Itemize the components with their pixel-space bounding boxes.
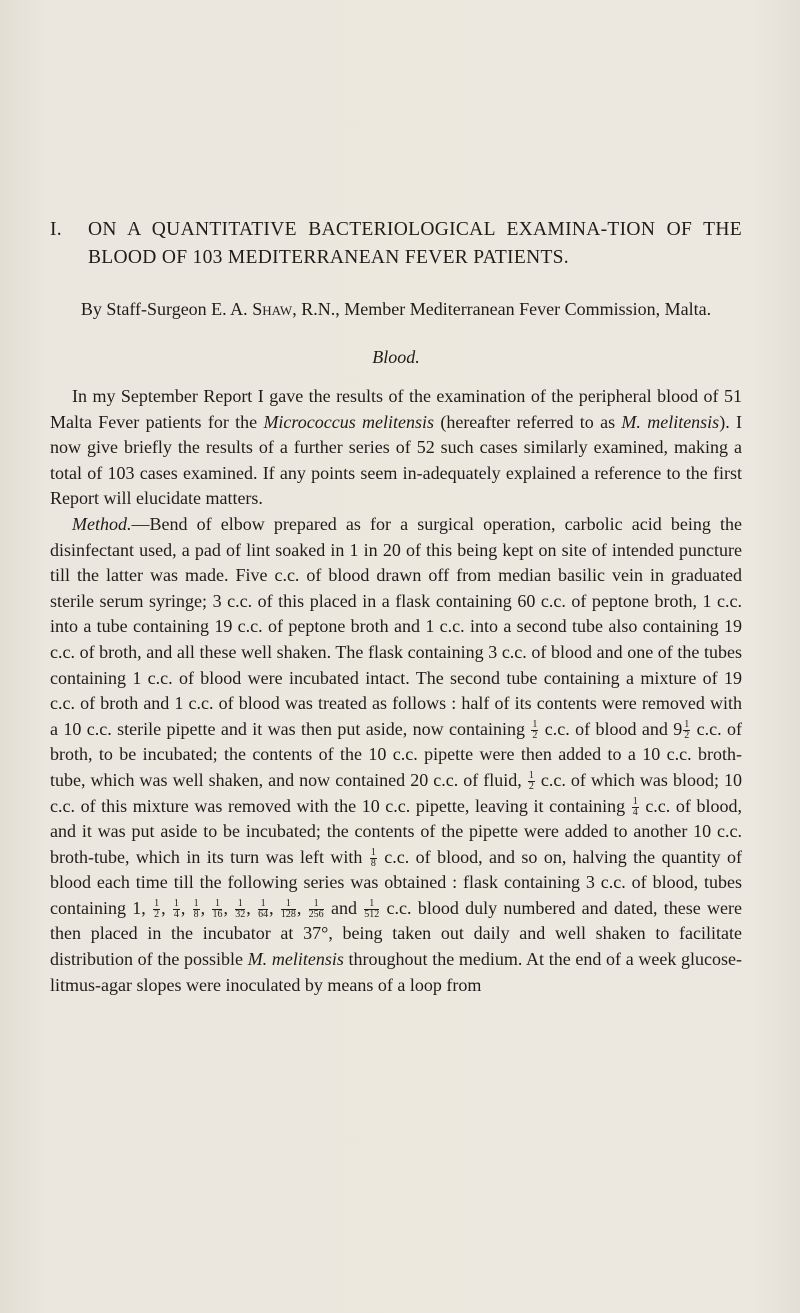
fraction-1-512: $\frac{1}{512}$ — [364, 898, 380, 921]
species-name: M. melitensis — [247, 949, 344, 970]
fraction-eighth: $\frac{1}{8}$ — [370, 847, 376, 870]
fraction-1-64: $\frac{1}{64}$ — [258, 898, 269, 921]
article-title — [50, 216, 742, 272]
text-run: c.c. of broth, to be incubated; the contents of the 10 c.c. pipette were then added to a 10 c.c. broth-tube, which was well shaken, and now contained 20 c.c. of fluid, — [50, 718, 742, 790]
text-run: throughout the medium. At the end of a week glucose-litmus-agar slopes were inoculated by means of a loop from — [50, 949, 742, 995]
fraction-half: $\frac{1}{2}$ — [528, 770, 534, 793]
byline — [50, 296, 742, 322]
paragraph-intro — [50, 384, 742, 512]
fraction-quarter: $\frac{1}{4}$ — [173, 898, 179, 921]
text-run: (hereafter referred to as — [434, 411, 622, 432]
section-heading: Blood. — [372, 347, 420, 367]
text-run: —Bend of elbow prepared as for a surgical operation, carbolic acid being the disinfectant used, a pad of lint soaked in 1 in 20 of this being kept on site of intended puncture till the latter was made. Five c.c. of blood drawn off from median basilic vein in graduated sterile serum syringe; 3 c.c. of this placed in a flask containing 60 c.c. of peptone broth, 1 c.c. into a tube containing 19 c.c. of peptone broth and 1 c.c. into a second tube also containing 19 c.c. of broth, and all these well shaken. The flask containing 3 c.c. of blood and one of the tubes containing 1 c.c. of blood were incubated intact. The second tube containing a mixture of 19 c.c. of broth and 1 c.c. of blood was treated as follows : half of its contents were removed with a 10 c.c. sterile pipette and it was then put aside, now containing — [50, 513, 742, 739]
fraction-1-16: $\frac{1}{16}$ — [212, 898, 223, 921]
article-number: I. — [50, 219, 62, 240]
article-title-text: ON A QUANTITATIVE BACTERIOLOGICAL EXAMINA-TION OF THE BLOOD OF 103 MEDITERRANEAN FEVER PATIENTS. — [88, 219, 742, 268]
species-name: Micrococcus melitensis — [263, 411, 435, 432]
fraction-1-32: $\frac{1}{32}$ — [235, 898, 246, 921]
author-name: Shaw — [252, 299, 293, 319]
species-name: M. melitensis — [621, 411, 720, 432]
fraction-half: $\frac{1}{2}$ — [684, 719, 690, 742]
fraction-quarter: $\frac{1}{4}$ — [632, 795, 638, 818]
fraction-half: $\frac{1}{2}$ — [532, 719, 538, 742]
fraction-1-256: $\frac{1}{256}$ — [308, 898, 324, 921]
text-run: c.c. of blood, and so on, halving the quantity of blood each time till the following series was obtained : flask containing 3 c.c. of blood, tubes containing 1, — [50, 846, 743, 918]
fraction-1-128: $\frac{1}{128}$ — [280, 898, 296, 921]
fraction-eighth: $\frac{1}{8}$ — [193, 898, 199, 921]
byline-suffix: , R.N., Member Mediterranean Fever Commission, Malta. — [292, 299, 712, 319]
text-run: c.c. blood duly numbered and dated, these were then placed in the incubator at 37°, being taken out daily and well shaken to facilitate distribution of the possible — [50, 897, 742, 970]
text-run: ). I now give briefly the results of a further series of 52 such cases similarly examined, making a total of 103 cases examined. If any points seem in-adequately explained a reference to the first Report will elucidate matters. — [50, 411, 742, 509]
fraction-half: $\frac{1}{2}$ — [154, 898, 160, 921]
byline-prefix: By Staff-Surgeon E. A. — [80, 299, 253, 319]
text-run: c.c. of blood and 9 — [539, 718, 683, 739]
text-run: In my September Report I gave the results of the examination of the peripheral blood of 51 Malta Fever patients for the — [50, 386, 742, 432]
text-run: c.c. of which was blood; 10 c.c. of this mixture was removed with the 10 c.c. pipette, leaving it containing — [50, 769, 742, 816]
article-body — [50, 216, 742, 998]
text-run: c.c. of blood, and it was put aside to be incubated; the contents of the pipette were added to another 10 c.c. broth-tube, which in its turn was left with — [50, 795, 742, 867]
paragraph-method: Method.—Bend of elbow prepared as for a surgical operation, carbolic acid being the disinfectant used, a pad of lint soaked in 1 in 20 of this being kept on site of intended puncture till the latter was made. Five c.c. of blood drawn off from median basilic vein in graduated sterile serum syringe; 3 c.c. of this placed in a flask containing 60 c.c. of peptone broth, 1 c.c. into a tube containing 19 c.c. of peptone broth and 1 c.c. into a second tube also containing 19 c.c. of broth, and all these well shaken. The flask containing 3 c.c. of blood and one of the tubes containing 1 c.c. of blood were incubated intact. The second tube containing a mixture of 19 c.c. of broth and 1 c.c. of blood was treated as follows : half of its contents were removed with a 10 c.c. sterile pipette and it was then put aside, now containing $\frac{1}{2}$ c.c. of blood and 9 $\frac{1}{2}$ c.c. of broth, to be incubated; the contents of the 10 c.c. pipette were then added to a 10 c.c. broth-tube, which was well shaken, and now contained 20 c.c. of fluid, $\frac{1}{2}$ c.c. of which was blood; 10 c.c. of this mixture was removed with the 10 c.c. pipette, leaving it containing $\frac{1}{4}$ c.c. of blood, and it was put aside to be incubated; the contents of the pipette were added to another 10 c.c. broth-tube, which in its turn was left with $\frac{1}{8}$ c.c. of blood, and so on, halving the quantity of blood each time till the following series was obtained : flask containing 3 c.c. of blood, tubes containing 1, $\frac{1}{2}$ , $\frac{1}{4}$ , $\frac{1}{8}$ , $\frac{1}{16}$ , $\frac{1}{32}$ , $\frac{1}{64}$ , $\frac{1}{128}$ , $\frac{1}{256}$ and $\frac{1}{512}$ c.c. blood duly numbered and dated, these were then placed in the incubator at 37°, being taken out daily and well shaken to facilitate distribution of the possible M. melitensis throughout the medium. At the end of a week glucose-litmus-agar slopes were inoculated by means of a loop from — [50, 513, 743, 995]
method-label: Method. — [72, 513, 132, 534]
